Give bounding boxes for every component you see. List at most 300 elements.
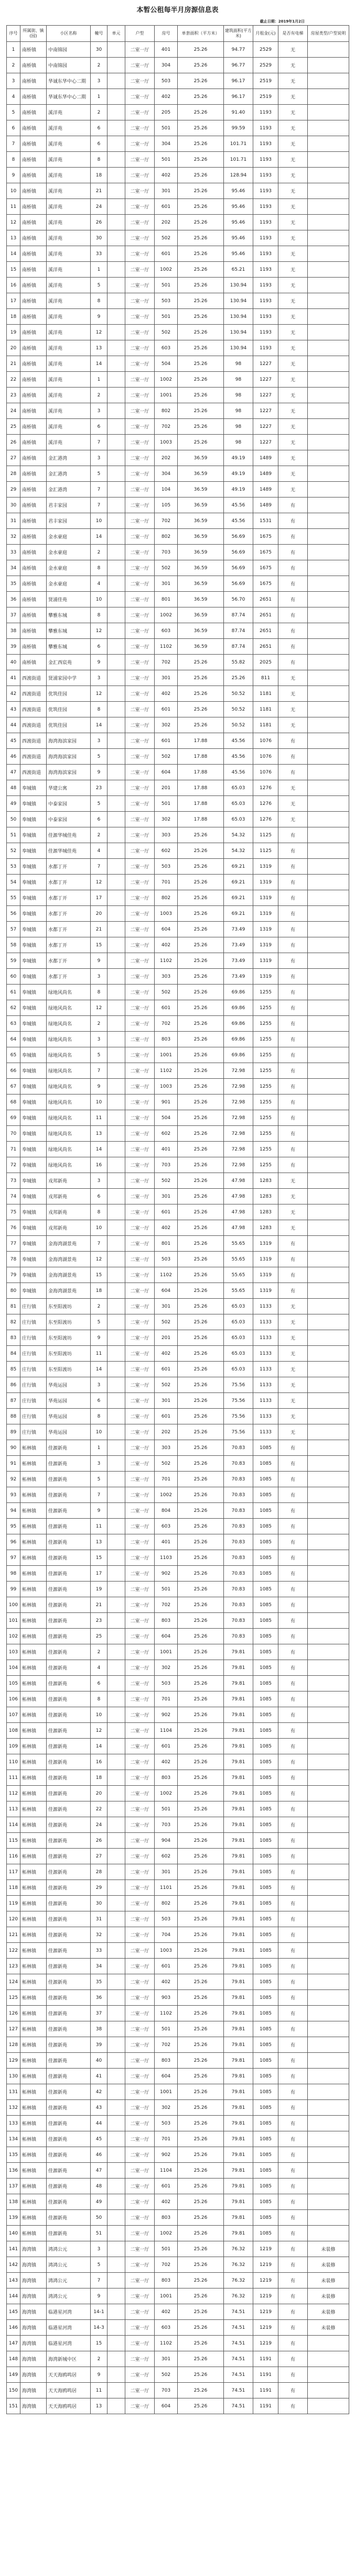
cell-remark (308, 340, 349, 356)
table-row (7, 906, 349, 922)
cell-type: 二室一厅 (125, 875, 155, 890)
cell-bldg: 9 (91, 953, 107, 969)
cell-town: 柘林镇 (20, 1911, 47, 1927)
cell-room: 903 (155, 1990, 178, 2006)
cell-town: 柘林镇 (20, 1644, 47, 1660)
cell-price: 1255 (253, 1000, 278, 1016)
cell-unit (107, 356, 125, 372)
cell-bldg: 24 (91, 199, 107, 215)
cell-unit (107, 1440, 125, 1456)
cell-area: 25.26 (178, 2367, 224, 2383)
cell-elev: 有 (278, 937, 308, 953)
table-row (7, 1252, 349, 1267)
cell-area: 36.59 (178, 513, 224, 529)
cell-estate: 溪洋苑 (47, 230, 91, 246)
cell-remark (308, 262, 349, 278)
cell-town: 柘林镇 (20, 1472, 47, 1487)
cell-elev: 有 (278, 1472, 308, 1487)
table-row (7, 262, 349, 278)
cell-remark (308, 1204, 349, 1220)
cell-elev: 有 (278, 969, 308, 985)
table-row (7, 1362, 349, 1377)
cell-room: 702 (155, 2257, 178, 2273)
table-row (7, 1157, 349, 1173)
table-row (7, 655, 349, 670)
cell-area: 25.26 (178, 2163, 224, 2179)
cell-no: 55 (7, 890, 20, 906)
cell-price: 1085 (253, 1959, 278, 1974)
cell-no: 24 (7, 403, 20, 419)
cell-elev: 有 (278, 2336, 308, 2351)
cell-room: 603 (155, 1519, 178, 1534)
cell-estate: 绿地风尚名 (47, 1157, 91, 1173)
cell-room: 501 (155, 120, 178, 136)
cell-estate: 东至阳渡坊 (47, 1330, 91, 1346)
cell-type: 二室一厅 (125, 655, 155, 670)
header-cell: 月租金(元) (253, 26, 278, 42)
cell-type: 二室一厅 (125, 1801, 155, 1817)
cell-room: 301 (155, 576, 178, 592)
cell-area: 25.26 (178, 58, 224, 73)
cell-area: 25.26 (178, 1063, 224, 1079)
table-row (7, 1283, 349, 1299)
cell-rent: 79.81 (224, 1880, 253, 1896)
cell-rent: 56.69 (224, 560, 253, 576)
cell-area: 25.26 (178, 843, 224, 859)
cell-price: 1319 (253, 859, 278, 875)
table-row (7, 152, 349, 168)
cell-no: 22 (7, 372, 20, 388)
cell-room: 504 (155, 356, 178, 372)
cell-price: 1531 (253, 513, 278, 529)
cell-remark (308, 1063, 349, 1079)
cell-town: 柘林镇 (20, 1754, 47, 1770)
cell-estate: 溪洋苑 (47, 105, 91, 120)
cell-no: 133 (7, 2116, 20, 2131)
table-row (7, 1911, 349, 1927)
cell-town: 柘林镇 (20, 1613, 47, 1629)
cell-area: 25.26 (178, 199, 224, 215)
cell-rent: 47.98 (224, 1204, 253, 1220)
cell-elev: 有 (278, 639, 308, 655)
cell-price: 2651 (253, 592, 278, 607)
cell-type: 二室一厅 (125, 1204, 155, 1220)
cell-estate: 鸿鸿公元 (47, 2257, 91, 2273)
cell-unit (107, 985, 125, 1000)
cell-elev: 有 (278, 765, 308, 780)
cell-price: 1227 (253, 388, 278, 403)
cell-unit (107, 1582, 125, 1597)
table-row (7, 529, 349, 545)
cell-remark (308, 183, 349, 199)
table-row (7, 1849, 349, 1864)
cell-price: 2651 (253, 639, 278, 655)
cell-town: 奉城镇 (20, 937, 47, 953)
cell-bldg: 47 (91, 2163, 107, 2179)
cell-elev: 有 (278, 1550, 308, 1566)
cell-rent: 45.56 (224, 749, 253, 765)
cell-elev: 有 (278, 890, 308, 906)
cell-bldg: 8 (91, 1691, 107, 1707)
cell-town: 南桥镇 (20, 372, 47, 388)
cell-elev: 有 (278, 1911, 308, 1927)
table-row (7, 105, 349, 120)
cell-estate: 金海湾湖景苑 (47, 1267, 91, 1283)
cell-estate: 中泰家园 (47, 796, 91, 812)
cell-estate: 溪洋苑 (47, 215, 91, 230)
table-row (7, 1409, 349, 1424)
cell-no: 25 (7, 419, 20, 435)
cell-town: 南桥镇 (20, 639, 47, 655)
cell-unit (107, 1786, 125, 1801)
table-row (7, 749, 349, 765)
cell-elev: 无 (278, 1346, 308, 1362)
cell-town: 西渡街道 (20, 749, 47, 765)
cell-remark (308, 152, 349, 168)
cell-rent: 79.81 (224, 1786, 253, 1801)
cell-room: 701 (155, 1691, 178, 1707)
cell-room: 201 (155, 780, 178, 796)
cell-unit (107, 513, 125, 529)
cell-estate: 佳源新苑 (47, 1597, 91, 1613)
cell-rent: 79.81 (224, 1817, 253, 1833)
cell-price: 2651 (253, 607, 278, 623)
cell-rent: 72.98 (224, 1157, 253, 1173)
cell-no: 117 (7, 1864, 20, 1880)
cell-remark (308, 875, 349, 890)
cell-type: 二室一厅 (125, 1236, 155, 1252)
cell-bldg: 8 (91, 607, 107, 623)
table-row (7, 780, 349, 796)
cell-remark (308, 1974, 349, 1990)
cell-town: 奉城镇 (20, 985, 47, 1000)
cell-price: 1191 (253, 2367, 278, 2383)
cell-town: 柘林镇 (20, 1440, 47, 1456)
cell-area: 25.26 (178, 2273, 224, 2288)
cell-town: 南桥镇 (20, 278, 47, 293)
cell-town: 柘林镇 (20, 1833, 47, 1849)
cell-bldg: 46 (91, 2147, 107, 2163)
cell-rent: 75.56 (224, 1424, 253, 1440)
cell-no: 21 (7, 356, 20, 372)
cell-no: 89 (7, 1424, 20, 1440)
cell-estate: 优筑佳园 (47, 686, 91, 702)
cell-bldg: 42 (91, 2084, 107, 2100)
cell-remark (308, 2021, 349, 2037)
cell-town: 柘林镇 (20, 1786, 47, 1801)
table-row (7, 215, 349, 230)
cell-town: 奉城镇 (20, 1110, 47, 1126)
cell-elev: 有 (278, 1110, 308, 1126)
cell-rent: 69.21 (224, 890, 253, 906)
cell-type: 二室一厅 (125, 592, 155, 607)
cell-area: 25.26 (178, 859, 224, 875)
cell-town: 南桥镇 (20, 560, 47, 576)
cell-bldg: 9 (91, 765, 107, 780)
cell-room: 601 (155, 733, 178, 749)
cell-remark: 未装修 (308, 2241, 349, 2257)
cell-rent: 70.83 (224, 1550, 253, 1566)
table-row (7, 89, 349, 105)
cell-bldg: 6 (91, 639, 107, 655)
cell-elev: 无 (278, 73, 308, 89)
cell-estate: 溪洋苑 (47, 403, 91, 419)
cell-remark (308, 1833, 349, 1849)
cell-elev: 无 (278, 215, 308, 230)
table-row (7, 1173, 349, 1189)
cell-unit (107, 2398, 125, 2414)
cell-rent: 98 (224, 388, 253, 403)
cell-remark (308, 1754, 349, 1770)
cell-room: 603 (155, 2320, 178, 2336)
cell-unit (107, 1534, 125, 1550)
cell-rent: 45.56 (224, 513, 253, 529)
cell-town: 柘林镇 (20, 1880, 47, 1896)
cell-area: 25.26 (178, 1283, 224, 1299)
table-row (7, 168, 349, 183)
cell-elev: 有 (278, 1126, 308, 1142)
cell-town: 柘林镇 (20, 1959, 47, 1974)
cell-bldg: 21 (91, 1597, 107, 1613)
cell-elev: 有 (278, 859, 308, 875)
cell-price: 1133 (253, 1424, 278, 1440)
cell-rent: 75.56 (224, 1409, 253, 1424)
cell-price: 1489 (253, 482, 278, 497)
cell-estate: 溪洋苑 (47, 419, 91, 435)
table-row (7, 859, 349, 875)
cell-type: 二室一厅 (125, 419, 155, 435)
cell-price: 1191 (253, 2398, 278, 2414)
cell-room: 1002 (155, 372, 178, 388)
cell-type: 二室一厅 (125, 749, 155, 765)
cell-remark (308, 2226, 349, 2241)
cell-bldg: 12 (91, 1000, 107, 1016)
cell-elev: 有 (278, 1974, 308, 1990)
cell-estate: 水都丁开 (47, 906, 91, 922)
cell-unit (107, 1456, 125, 1472)
cell-estate: 戎邦新苑 (47, 1189, 91, 1204)
cell-no: 71 (7, 1142, 20, 1157)
cell-estate: 金汇西宸苑 (47, 655, 91, 670)
cell-rent: 65.21 (224, 262, 253, 278)
cell-area: 25.26 (178, 2069, 224, 2084)
cell-town: 柘林镇 (20, 2147, 47, 2163)
cell-price: 1085 (253, 2116, 278, 2131)
cell-area: 25.26 (178, 388, 224, 403)
cell-area: 25.26 (178, 1676, 224, 1691)
cell-type: 二室一厅 (125, 2006, 155, 2021)
cell-estate: 临港星河湾 (47, 2304, 91, 2320)
cell-area: 25.26 (178, 2179, 224, 2194)
cell-rent: 79.81 (224, 1864, 253, 1880)
cell-room: 702 (155, 2037, 178, 2053)
cell-area: 25.26 (178, 325, 224, 340)
cell-remark (308, 1456, 349, 1472)
cell-bldg: 8 (91, 293, 107, 309)
table-row (7, 1739, 349, 1754)
cell-room: 301 (155, 1864, 178, 1880)
cell-unit (107, 215, 125, 230)
cell-unit (107, 686, 125, 702)
cell-room: 602 (155, 1126, 178, 1142)
cell-remark (308, 1220, 349, 1236)
cell-remark (308, 1864, 349, 1880)
cell-estate: 溪洋苑 (47, 309, 91, 325)
cell-unit (107, 262, 125, 278)
cell-remark (308, 403, 349, 419)
cell-remark (308, 1786, 349, 1801)
cell-type: 二室一厅 (125, 953, 155, 969)
cell-rent: 69.86 (224, 1032, 253, 1047)
cell-room: 503 (155, 1911, 178, 1927)
cell-price: 1193 (253, 262, 278, 278)
cell-rent: 50.52 (224, 686, 253, 702)
table-row (7, 1676, 349, 1691)
cell-estate: 溪洋苑 (47, 152, 91, 168)
cell-rent: 65.03 (224, 1346, 253, 1362)
cell-price: 1085 (253, 1974, 278, 1990)
cell-estate: 佳源新苑 (47, 1566, 91, 1582)
table-row (7, 1000, 349, 1016)
cell-unit (107, 2194, 125, 2210)
cell-elev: 无 (278, 293, 308, 309)
cell-bldg: 7 (91, 1487, 107, 1503)
cell-price: 1085 (253, 1613, 278, 1629)
cell-elev: 有 (278, 1267, 308, 1283)
cell-estate: 金水豪庭 (47, 545, 91, 560)
cell-remark (308, 1550, 349, 1566)
cell-no: 58 (7, 937, 20, 953)
cell-remark (308, 1644, 349, 1660)
cell-unit (107, 1503, 125, 1519)
cell-area: 25.26 (178, 655, 224, 670)
cell-price: 2529 (253, 42, 278, 58)
cell-unit (107, 1597, 125, 1613)
cell-price: 1085 (253, 1770, 278, 1786)
cell-estate: 华苑运园 (47, 1409, 91, 1424)
cell-no: 45 (7, 733, 20, 749)
cell-unit (107, 937, 125, 953)
cell-no: 84 (7, 1346, 20, 1362)
cell-type: 二室一厅 (125, 450, 155, 466)
cell-rent: 72.98 (224, 1079, 253, 1094)
cell-price: 1193 (253, 168, 278, 183)
cell-elev: 有 (278, 2021, 308, 2037)
cell-no: 43 (7, 702, 20, 717)
cell-elev: 有 (278, 592, 308, 607)
cell-bldg: 30 (91, 42, 107, 58)
cell-bldg: 8 (91, 1409, 107, 1424)
cell-remark (308, 1566, 349, 1582)
cell-rent: 79.81 (224, 2006, 253, 2021)
cell-rent: 74.51 (224, 2398, 253, 2414)
cell-bldg: 20 (91, 906, 107, 922)
cell-type: 二室一厅 (125, 1220, 155, 1236)
cell-unit (107, 827, 125, 843)
cell-unit (107, 168, 125, 183)
cell-bldg: 16 (91, 1754, 107, 1770)
cell-no: 86 (7, 1377, 20, 1393)
cell-area: 25.26 (178, 1079, 224, 1094)
cell-elev: 有 (278, 1676, 308, 1691)
cell-room: 602 (155, 1849, 178, 1864)
cell-area: 25.26 (178, 1770, 224, 1786)
cell-remark (308, 765, 349, 780)
cell-remark (308, 120, 349, 136)
cell-remark (308, 733, 349, 749)
cell-room: 603 (155, 340, 178, 356)
cell-type: 二室一厅 (125, 2320, 155, 2336)
table-row (7, 325, 349, 340)
cell-area: 25.26 (178, 1582, 224, 1597)
cell-type: 二室一厅 (125, 309, 155, 325)
cell-price: 1085 (253, 1896, 278, 1911)
cell-estate: 华诚东华中心二期 (47, 73, 91, 89)
cell-no: 96 (7, 1534, 20, 1550)
cell-town: 庄行镇 (20, 1377, 47, 1393)
cell-town: 南桥镇 (20, 230, 47, 246)
table-row (7, 1959, 349, 1974)
cell-room: 202 (155, 215, 178, 230)
cell-elev: 无 (278, 152, 308, 168)
table-row (7, 623, 349, 639)
cell-bldg: 5 (91, 2257, 107, 2273)
cell-type: 二室一厅 (125, 183, 155, 199)
cell-price: 1085 (253, 2084, 278, 2100)
cell-estate: 佳源新苑 (47, 1660, 91, 1676)
cell-room: 501 (155, 152, 178, 168)
cell-no: 47 (7, 765, 20, 780)
cell-price: 2651 (253, 623, 278, 639)
cell-room: 604 (155, 765, 178, 780)
header-row (7, 26, 349, 42)
cell-type: 二室一厅 (125, 1157, 155, 1173)
cell-elev: 无 (278, 199, 308, 215)
cell-bldg: 1 (91, 372, 107, 388)
cell-room: 702 (155, 513, 178, 529)
cell-estate: 佳源新苑 (47, 1880, 91, 1896)
cell-town: 柘林镇 (20, 2163, 47, 2179)
cell-rent: 70.83 (224, 1503, 253, 1519)
table-row (7, 560, 349, 576)
cell-town: 奉城镇 (20, 859, 47, 875)
cell-rent: 65.03 (224, 1314, 253, 1330)
cell-bldg: 12 (91, 1252, 107, 1267)
cell-type: 二室一厅 (125, 42, 155, 58)
table-row (7, 765, 349, 780)
cell-rent: 74.51 (224, 2367, 253, 2383)
cell-area: 25.26 (178, 2257, 224, 2273)
cell-rent: 69.21 (224, 906, 253, 922)
cell-bldg: 50 (91, 2210, 107, 2226)
cell-elev: 无 (278, 1362, 308, 1377)
cell-town: 柘林镇 (20, 1519, 47, 1534)
cell-area: 25.26 (178, 1503, 224, 1519)
cell-estate: 佳源新苑 (47, 1990, 91, 2006)
cell-unit (107, 1864, 125, 1880)
header-cell: 户型 (125, 26, 155, 42)
cell-town: 柘林镇 (20, 1487, 47, 1503)
cell-no: 79 (7, 1267, 20, 1283)
cell-price: 1133 (253, 1409, 278, 1424)
cell-area: 25.26 (178, 1157, 224, 1173)
cell-elev: 无 (278, 89, 308, 105)
cell-area: 25.26 (178, 262, 224, 278)
cell-price: 1219 (253, 2288, 278, 2304)
table-row (7, 1503, 349, 1519)
cell-no: 11 (7, 199, 20, 215)
cell-area: 25.26 (178, 2336, 224, 2351)
